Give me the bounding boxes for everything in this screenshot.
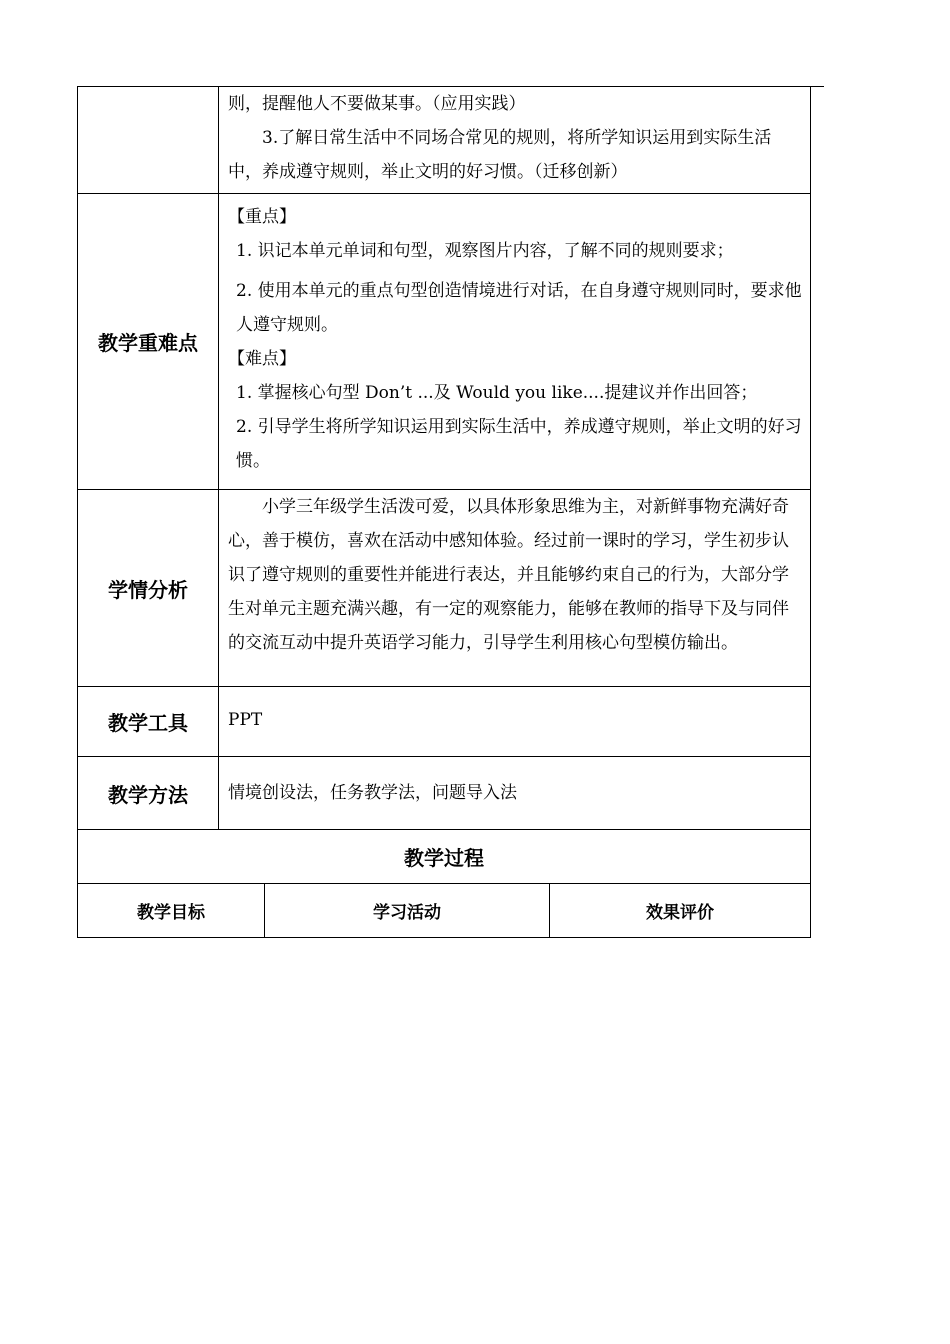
difficult-heading: 【难点】 — [228, 349, 296, 369]
key-points-label: 教学重难点 — [78, 194, 219, 490]
analysis-row — [78, 490, 811, 687]
lesson-plan-table — [77, 86, 811, 938]
column-evaluation: 效果评价 — [550, 884, 811, 938]
objectives-row — [78, 87, 811, 194]
header-rule — [810, 86, 824, 87]
methods-value: 情境创设法，任务教学法，问题导入法 — [219, 757, 811, 830]
tools-row — [78, 687, 811, 757]
column-teaching-goal: 教学目标 — [78, 884, 265, 938]
analysis-label: 学情分析 — [78, 490, 219, 687]
analysis-text: 小学三年级学生活泼可爱，以具体形象思维为主，对新鲜事物充满好奇心，善于模仿，喜欢在活动中感知体验。经过前一课时的学习，学生初步认识了遵守规则的重要性并能进行表达，并且能够约束自己的行为，大部分学生对单元主题充满兴趣，有一定的观察能力，能够在教师的指导下及与同伴的交流互动中提升英语学习能力，引导学生利用核心句型模仿输出。 — [219, 490, 811, 687]
process-title-row — [78, 830, 811, 884]
process-title: 教学过程 — [78, 830, 811, 884]
objective-line: 则，提醒他人不要做某事。（应用实践） — [228, 94, 526, 114]
difficult-item-1: 1. 掌握核心句型 Don’t ...及 Would you like....提建议并作出回答； — [236, 383, 758, 403]
key-item-2: 2. 使用本单元的重点句型创造情境进行对话，在自身遵守规则同时，要求他人遵守规则。 — [236, 281, 802, 335]
key-item-1: 1. 识记本单元单词和句型，观察图片内容，了解不同的规则要求； — [236, 241, 734, 261]
tools-value: PPT — [219, 687, 811, 757]
objective-item-3: 3.了解日常生活中不同场合常见的规则，将所学知识运用到实际生活中，养成遵守规则，举止文明的好习惯。（迁移创新） — [228, 128, 772, 182]
key-points-content — [219, 194, 811, 490]
objectives-content — [219, 87, 811, 194]
tools-label: 教学工具 — [78, 687, 219, 757]
methods-row — [78, 757, 811, 830]
objectives-label-cell — [78, 87, 219, 194]
key-heading: 【重点】 — [228, 207, 296, 227]
column-learning-activity: 学习活动 — [265, 884, 550, 938]
difficult-item-2: 2. 引导学生将所学知识运用到实际生活中，养成遵守规则，举止文明的好习惯。 — [236, 417, 802, 471]
methods-label: 教学方法 — [78, 757, 219, 830]
process-header-row — [78, 884, 811, 938]
key-points-row — [78, 194, 811, 490]
